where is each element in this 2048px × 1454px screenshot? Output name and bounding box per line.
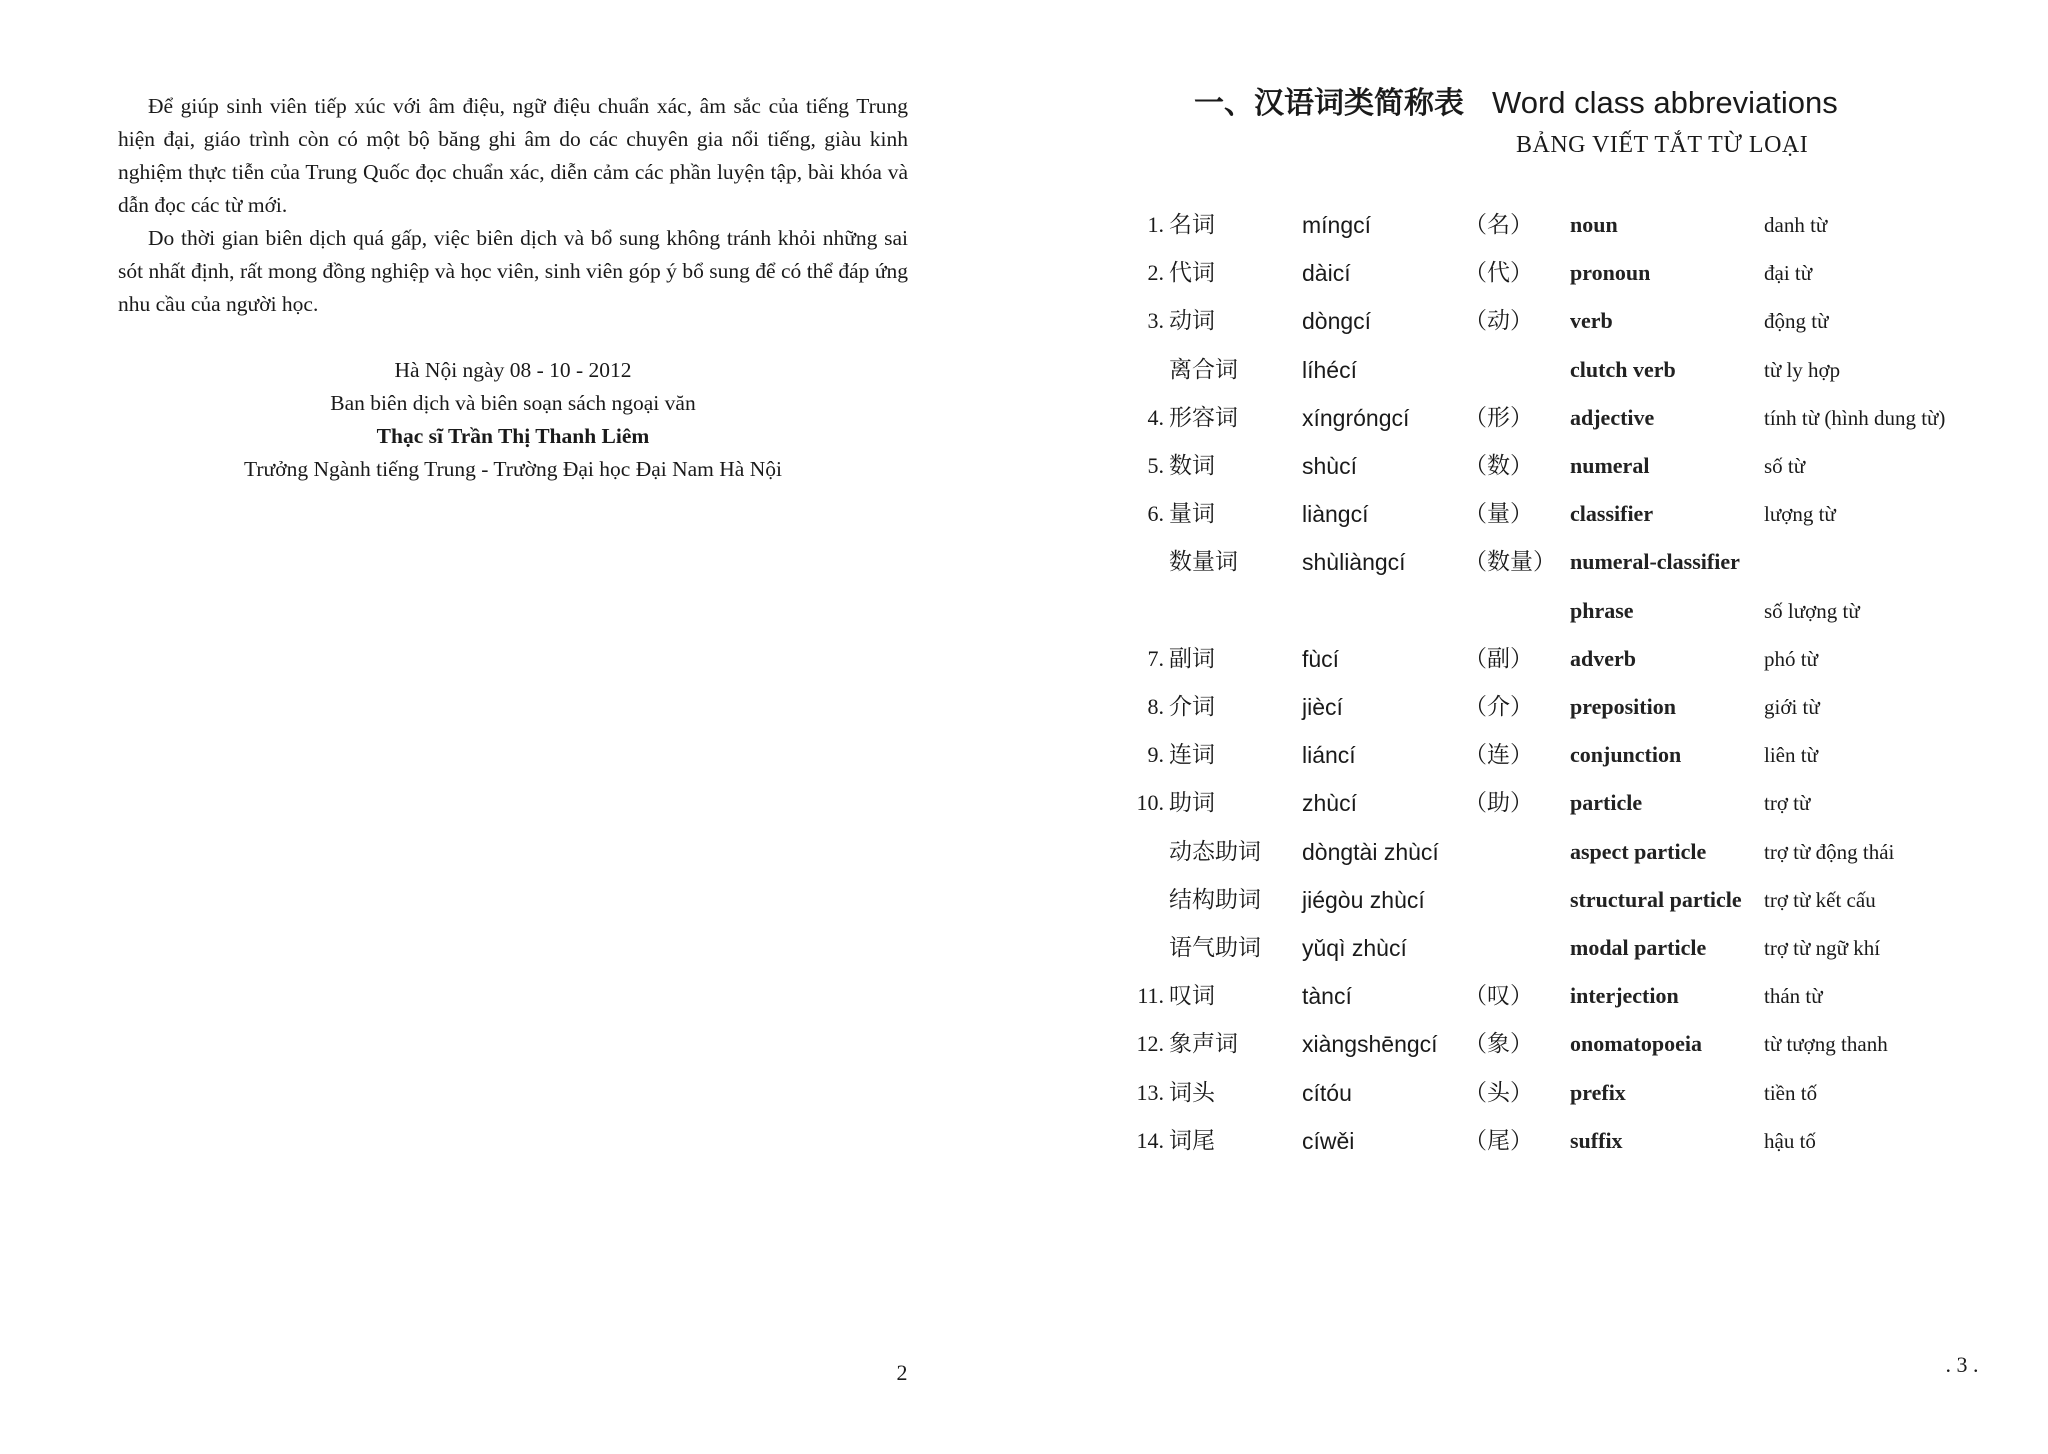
row-vietnamese: đại từ — [1764, 261, 1813, 286]
signature-department: Ban biên dịch và biên soạn sách ngoại văn — [330, 391, 696, 415]
row-pinyin: zhùcí — [1302, 790, 1357, 817]
row-chinese-term: 动态助词 — [1169, 838, 1261, 865]
table-row — [1024, 880, 2048, 920]
row-abbreviation: （代） — [1464, 260, 1533, 287]
row-chinese-term: 动词 — [1169, 308, 1215, 335]
row-pinyin: liáncí — [1302, 742, 1356, 769]
preface-text — [118, 90, 908, 321]
preface-paragraph-2: Do thời gian biên dịch quá gấp, việc biên dịch và bổ sung không tránh khỏi những sai sót nhất định, rất mong đồng nghiệp và học viên, sinh viên góp ý bổ sung để có thể đáp ứng nhu cầu của người học. — [118, 226, 908, 316]
row-pinyin: tàncí — [1302, 983, 1352, 1010]
row-abbreviation: （动） — [1464, 308, 1533, 335]
row-abbreviation: （量） — [1464, 501, 1533, 528]
row-english: suffix — [1570, 1127, 1623, 1153]
row-vietnamese: tiền tố — [1764, 1080, 1818, 1105]
row-english: preposition — [1570, 694, 1676, 719]
row-pinyin: cítóu — [1302, 1079, 1352, 1106]
row-vietnamese: trợ từ ngữ khí — [1764, 936, 1881, 960]
row-abbreviation: （头） — [1464, 1079, 1533, 1106]
row-english: conjunction — [1570, 742, 1682, 768]
row-english: verb — [1570, 308, 1613, 334]
row-pinyin: yǔqì zhùcí — [1302, 935, 1407, 961]
page-number-right: . 3 . — [1945, 1352, 1979, 1377]
signature-name: Thạc sĩ Trần Thị Thanh Liêm — [376, 424, 650, 448]
row-english: pronoun — [1570, 260, 1651, 286]
row-english: numeral-classifier — [1570, 549, 1740, 575]
row-english: noun — [1570, 212, 1618, 237]
row-vietnamese: hậu tố — [1764, 1128, 1816, 1153]
row-english: modal particle — [1570, 935, 1707, 960]
row-number: 7. — [1147, 645, 1164, 671]
row-chinese-term: 数量词 — [1169, 549, 1238, 576]
row-number: 11. — [1137, 983, 1164, 1009]
row-number: 6. — [1147, 501, 1164, 527]
row-number: 2. — [1147, 260, 1164, 286]
row-chinese-term: 副词 — [1169, 645, 1215, 672]
table-row — [1024, 398, 2048, 438]
table-row — [1024, 832, 2048, 872]
table-row — [1024, 301, 2048, 341]
row-pinyin: xiàngshēngcí — [1302, 1031, 1438, 1058]
right-page — [1024, 0, 2048, 1454]
row-pinyin: liàngcí — [1302, 501, 1369, 528]
row-vietnamese: giới từ — [1764, 695, 1820, 719]
table-row — [1024, 350, 2048, 390]
section-title-zh: 一、汉语词类简称表 — [1194, 86, 1464, 121]
section-title — [1194, 78, 1884, 122]
row-english: adverb — [1570, 645, 1636, 671]
row-vietnamese: tính từ (hình dung từ) — [1764, 405, 1946, 430]
row-abbreviation: （尾） — [1464, 1127, 1533, 1154]
row-abbreviation: （介） — [1464, 694, 1533, 720]
row-number: 10. — [1136, 790, 1164, 816]
row-english: numeral — [1570, 453, 1650, 478]
row-english: structural particle — [1570, 886, 1742, 912]
row-abbreviation: （副） — [1464, 645, 1533, 672]
row-vietnamese: liên từ — [1764, 743, 1818, 768]
table-row — [1024, 783, 2048, 823]
row-abbreviation: （数） — [1464, 453, 1533, 479]
table-row — [1024, 687, 2048, 727]
signature-position: Trưởng Ngành tiếng Trung - Trường Đại học Đại Nam Hà Nội — [244, 457, 782, 481]
row-english: particle — [1570, 790, 1643, 816]
table-row — [1024, 205, 2048, 245]
row-chinese-term: 形容词 — [1169, 404, 1238, 431]
table-row — [1024, 976, 2048, 1016]
row-english: clutch verb — [1570, 356, 1676, 382]
page-number-left: 2 — [896, 1360, 908, 1385]
row-pinyin: shùcí — [1302, 453, 1357, 479]
row-abbreviation: （助） — [1464, 790, 1533, 817]
row-abbreviation: （形） — [1464, 404, 1533, 431]
row-pinyin: cíwěi — [1302, 1127, 1355, 1154]
table-row — [1024, 639, 2048, 679]
row-vietnamese: trợ từ kết cấu — [1764, 887, 1876, 912]
row-chinese-term: 介词 — [1169, 694, 1215, 720]
row-number: 12. — [1136, 1031, 1164, 1057]
row-number: 4. — [1147, 404, 1164, 430]
row-pinyin: xíngróngcí — [1302, 404, 1410, 431]
table-row — [1024, 591, 2048, 631]
row-pinyin: dòngcí — [1302, 308, 1372, 335]
row-chinese-term: 助词 — [1169, 790, 1215, 817]
table-row — [1024, 446, 2048, 486]
row-chinese-term: 词尾 — [1169, 1127, 1215, 1154]
row-chinese-term: 数词 — [1169, 453, 1215, 479]
row-pinyin: míngcí — [1302, 212, 1372, 238]
row-chinese-term: 量词 — [1169, 501, 1215, 528]
row-abbreviation: （象） — [1464, 1031, 1533, 1058]
row-english: onomatopoeia — [1570, 1031, 1702, 1057]
table-row — [1024, 542, 2048, 582]
row-english: phrase — [1570, 597, 1634, 623]
row-pinyin: líhécí — [1302, 356, 1357, 383]
row-english: aspect particle — [1570, 838, 1707, 864]
row-chinese-term: 连词 — [1169, 742, 1215, 769]
row-chinese-term: 名词 — [1169, 212, 1215, 238]
table-row — [1024, 928, 2048, 968]
row-vietnamese: trợ từ động thái — [1764, 839, 1895, 864]
table-row — [1024, 1073, 2048, 1113]
row-abbreviation: （名） — [1464, 212, 1533, 238]
row-chinese-term: 语气助词 — [1169, 935, 1261, 961]
row-pinyin: shùliàngcí — [1302, 549, 1406, 576]
row-abbreviation: （数量） — [1464, 549, 1556, 576]
table-row — [1024, 494, 2048, 534]
row-vietnamese: từ ly hợp — [1764, 357, 1841, 382]
row-vietnamese: động từ — [1764, 309, 1829, 334]
row-number: 1. — [1147, 212, 1164, 237]
section-title-en: Word class abbreviations — [1492, 85, 1838, 120]
row-abbreviation: （连） — [1464, 742, 1533, 769]
row-english: classifier — [1570, 501, 1654, 527]
section-subtitle: BẢNG VIẾT TẮT TỪ LOẠI — [1516, 132, 1809, 158]
row-pinyin: jiècí — [1302, 694, 1343, 720]
table-row — [1024, 1024, 2048, 1064]
row-chinese-term: 象声词 — [1169, 1031, 1238, 1058]
table-row — [1024, 1121, 2048, 1161]
row-english: prefix — [1570, 1079, 1626, 1105]
row-english: adjective — [1570, 404, 1655, 430]
row-number: 13. — [1136, 1079, 1164, 1105]
row-chinese-term: 离合词 — [1169, 356, 1238, 383]
signature-block — [118, 354, 908, 486]
row-vietnamese: thán từ — [1764, 984, 1823, 1009]
signature-date: Hà Nội ngày 08 - 10 - 2012 — [394, 358, 632, 382]
row-vietnamese: danh từ — [1764, 213, 1828, 237]
row-vietnamese: số từ — [1764, 454, 1806, 478]
row-number: 14. — [1136, 1127, 1164, 1153]
row-number: 3. — [1147, 308, 1164, 334]
preface-paragraph-1: Để giúp sinh viên tiếp xúc với âm điệu, ngữ điệu chuẩn xác, âm sắc của tiếng Trung hiện đại, giáo trình còn có một bộ băng ghi âm do các chuyên gia nổi tiếng, giàu kinh nghiệm thực tiễn của Trung Quốc đọc chuẩn xác, diễn cảm các phần luyện tập, bài khóa và dẫn đọc các từ mới. — [118, 94, 908, 217]
row-pinyin: dàicí — [1302, 260, 1351, 287]
row-pinyin: fùcí — [1302, 645, 1340, 672]
row-vietnamese: lượng từ — [1764, 502, 1836, 527]
row-number: 9. — [1147, 742, 1164, 768]
row-number: 8. — [1147, 694, 1164, 719]
row-vietnamese: phó từ — [1764, 646, 1818, 671]
row-vietnamese: từ tượng thanh — [1764, 1032, 1888, 1057]
row-chinese-term: 代词 — [1169, 260, 1215, 287]
row-abbreviation: （叹） — [1464, 983, 1533, 1010]
table-row — [1024, 735, 2048, 775]
row-vietnamese: số lượng từ — [1764, 598, 1860, 623]
row-pinyin: jiégòu zhùcí — [1302, 886, 1425, 913]
row-english: interjection — [1570, 983, 1679, 1009]
table-row — [1024, 253, 2048, 293]
row-chinese-term: 词头 — [1169, 1079, 1215, 1106]
row-number: 5. — [1147, 453, 1164, 478]
row-chinese-term: 结构助词 — [1169, 886, 1261, 913]
row-chinese-term: 叹词 — [1169, 983, 1215, 1010]
row-vietnamese: trợ từ — [1764, 791, 1811, 816]
row-pinyin: dòngtài zhùcí — [1302, 838, 1439, 865]
